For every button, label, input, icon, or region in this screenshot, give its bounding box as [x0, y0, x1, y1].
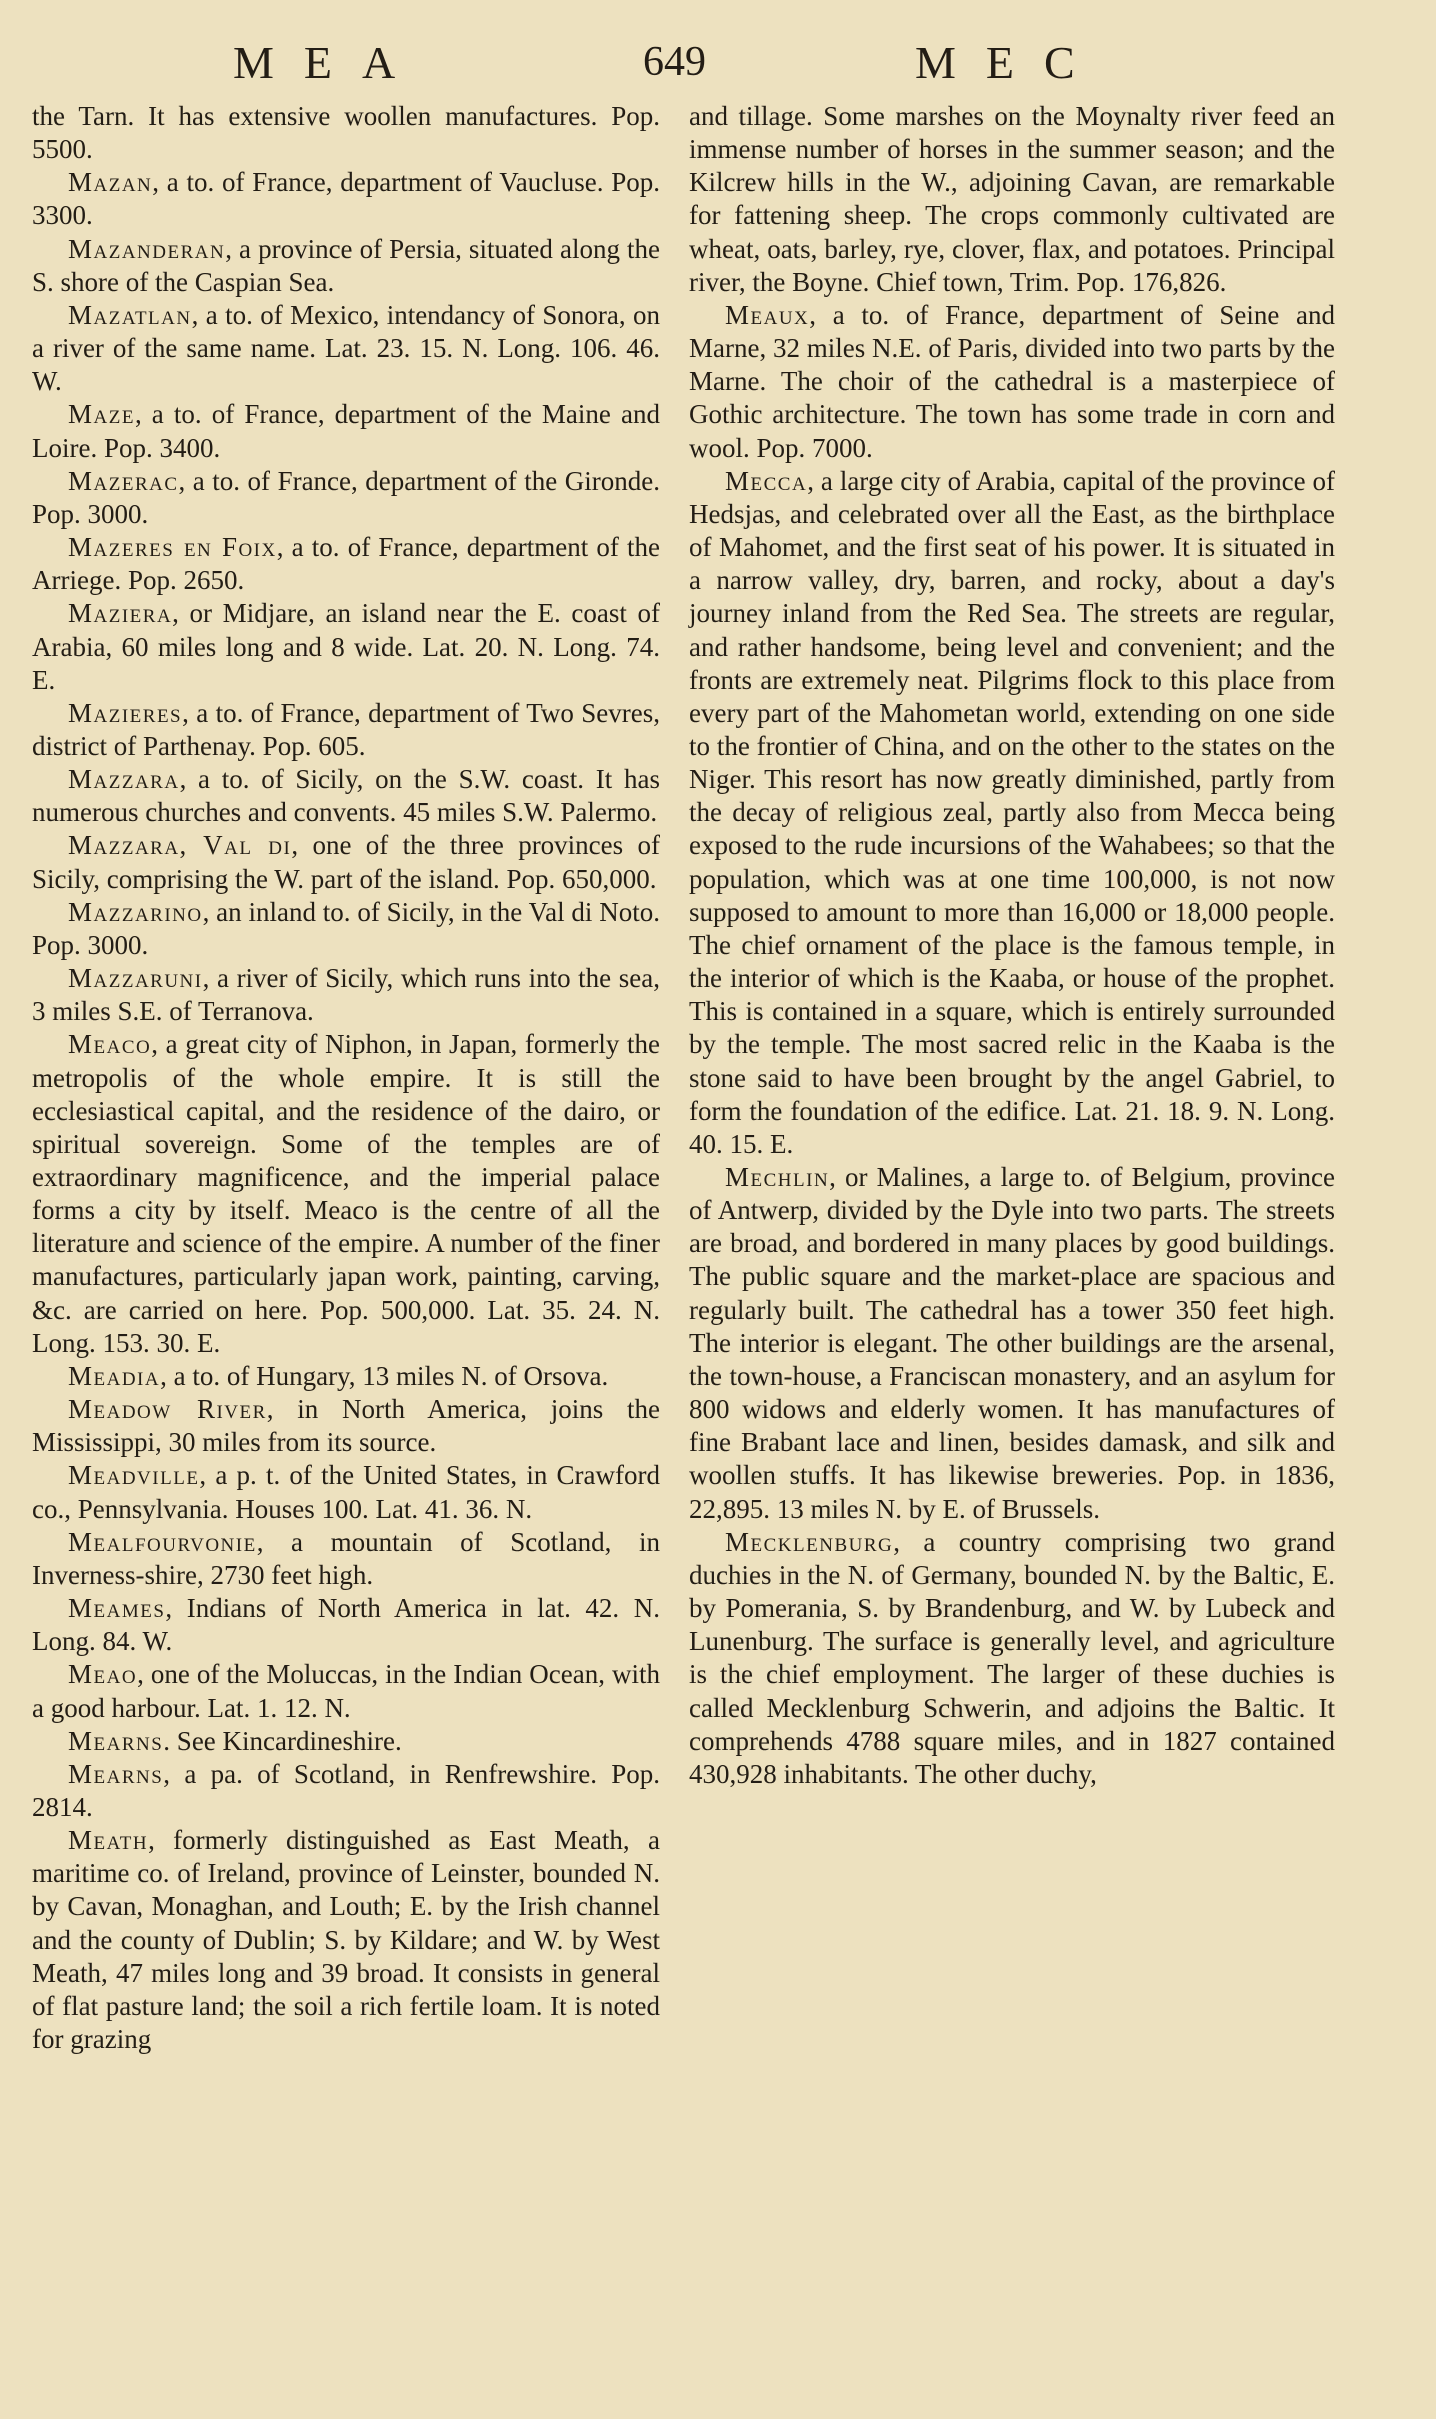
entry-headword: Mazerac [68, 465, 179, 496]
gazetteer-entry [32, 1459, 660, 1525]
entry-headword: Meaco [68, 1029, 152, 1060]
gazetteer-entry [32, 531, 660, 597]
gazetteer-entry [32, 166, 660, 232]
entry-headword: Meadville [68, 1460, 200, 1491]
entry-headword: Mecklenburg [725, 1526, 894, 1557]
entry-headword: Mearns [68, 1758, 164, 1789]
entry-text: , a to. of France, department of Vaucluse. Pop. 3300. [32, 167, 660, 231]
gazetteer-entry [32, 1526, 660, 1592]
entry-text: , or Midjare, an island near the E. coast of Arabia, 60 miles long and 8 wide. Lat. 20. N. Long. 74. E. [32, 598, 660, 695]
entry-text: , a p. t. of the United States, in Crawford co., Pennsylvania. Houses 100. Lat. 41. 36. N. [32, 1460, 660, 1524]
entry-text: , one of the three provinces of Sicily, comprising the W. part of the island. Pop. 650,000. [32, 830, 660, 894]
entry-text: , a to. of France, department of Two Sevres, district of Parthenay. Pop. 605. [32, 697, 660, 761]
gazetteer-entry [32, 1758, 660, 1824]
entry-headword: Mazzarino [68, 896, 203, 927]
header-left-guide-word: MEA [233, 37, 426, 88]
entry-text: , a to. of France, department of Seine and Marne, 32 miles N.E. of Paris, divided into two parts by the Marne. The choir of the cathedral is a masterpiece of Gothic architecture. The town has some trade in corn and wool. Pop. 7000. [689, 299, 1335, 463]
entry-text: , a mountain of Scotland, in Inverness-shire, 2730 feet high. [32, 1526, 660, 1590]
entry-headword: Mazzara [68, 764, 180, 795]
gazetteer-entry [32, 829, 660, 895]
entry-text: , one of the Moluccas, in the Indian Ocean, with a good harbour. Lat. 1. 12. N. [32, 1659, 660, 1723]
gazetteer-entry [32, 763, 660, 829]
entry-headword: Mealfourvonie [68, 1526, 257, 1557]
gazetteer-entry [689, 100, 1335, 299]
entry-text: , an inland to. of Sicily, in the Val di Noto. Pop. 3000. [32, 896, 660, 960]
entry-text: , a to. of Mexico, intendancy of Sonora, on a river of the same name. Lat. 23. 15. N. Long. 106. 46. W. [32, 299, 660, 397]
entry-headword: Meao [68, 1659, 138, 1690]
entry-text: , or Malines, a large to. of Belgium, province of Antwerp, divided by the Dyle into two parts. The streets are broad, and bordered in many places by good buildings. The public square and the market-place are spacious and regularly built. The cathedral has a tower 350 feet high. The interior is elegant. The other buildings are the arsenal, the town-house, a Franciscan monastery, and an asylum for 800 widows and elderly women. It has manufactures of fine Brabant lace and linen, besides damask, and silk and woollen stuffs. It has likewise breweries. Pop. in 1836, 22,895. 13 miles N. by E. of Brussels. [689, 1162, 1335, 1524]
entry-headword: Meath [68, 1825, 149, 1856]
left-column [32, 100, 660, 2056]
entry-headword: Meaux [725, 299, 810, 330]
gazetteer-entry [32, 299, 660, 398]
entry-text: , Indians of North America in lat. 42. N. Long. 84. W. [32, 1593, 660, 1657]
entry-headword: Meames [68, 1593, 166, 1624]
entry-text: , a to. of Sicily, on the S.W. coast. It has numerous churches and convents. 45 miles S.W. Palermo. [32, 764, 660, 828]
gazetteer-entry [689, 465, 1335, 1161]
gazetteer-entry [32, 1393, 660, 1459]
entry-headword: Maziera [68, 598, 173, 629]
gazetteer-entry [689, 1526, 1335, 1791]
gazetteer-entry [689, 1161, 1335, 1526]
entry-text: , a river of Sicily, which runs into the sea, 3 miles S.E. of Terranova. [32, 963, 660, 1027]
gazetteer-entry [32, 1028, 660, 1360]
entry-headword: Mazzaruni [68, 963, 203, 994]
gazetteer-entry [689, 299, 1335, 465]
entry-headword: Mazanderan [68, 233, 226, 264]
entry-text: , a great city of Niphon, in Japan, formerly the metropolis of the whole empire. It is still the ecclesiastical capital, and the residence of the dairo, or spiritual sovereign. Some of the temples are of extraordinary magnificence, and the imperial palace forms a city by itself. Meaco is the centre of all the literature and science of the empire. A number of the finer manufactures, particularly japan work, painting, carving, &c. are carried on here. Pop. 500,000. Lat. 35. 24. N. Long. 153. 30. E. [32, 1029, 660, 1358]
entry-headword: Mazan [68, 167, 153, 198]
gazetteer-entry [32, 896, 660, 962]
gazetteer-entry [32, 962, 660, 1028]
entry-text: , a to. of France, department of the Arriege. Pop. 2650. [32, 532, 660, 596]
gazetteer-entry [32, 697, 660, 763]
page-number: 649 [643, 39, 706, 85]
entry-text: , a country comprising two grand duchies in the N. of Germany, bounded N. by the Baltic, E. by Pomerania, S. by Brandenburg, and W. by Lubeck and Lunenburg. The surface is generally level, and agriculture is the chief employment. The larger of these duchies is called Mecklenburg Schwerin, and adjoins the Baltic. It comprehends 4788 square miles, and in 1827 contained 430,928 inhabitants. The other duchy, [689, 1526, 1335, 1789]
entry-text: the Tarn. It has extensive woollen manufactures. Pop. 5500. [32, 101, 660, 165]
header-right-guide-word: MEC [915, 37, 1105, 88]
entry-headword: Mechlin [725, 1162, 830, 1192]
gazetteer-entry [32, 1824, 660, 2056]
entry-text: , formerly distinguished as East Meath, a maritime co. of Ireland, province of Leinster, bounded N. by Cavan, Monaghan, and Louth; E. by the Irish channel and the county of Dublin; S. by Kildare; and W. by West Meath, 47 miles long and 39 broad. It consists in general of flat pasture land; the soil a rich fertile loam. It is noted for grazing [32, 1825, 660, 2055]
entry-headword: Mazatlan [68, 299, 192, 330]
entry-text: and tillage. Some marshes on the Moynalty river feed an immense number of horses in the summer season; and the Kilcrew hills in the W., adjoining Cavan, are remarkable for fattening sheep. The crops commonly cultivated are wheat, oats, barley, rye, clover, flax, and potatoes. Principal river, the Boyne. Chief town, Trim. Pop. 176,826. [689, 101, 1335, 297]
gazetteer-entry [32, 1725, 660, 1758]
gazetteer-entry [32, 233, 660, 299]
gazetteer-entry [32, 1592, 660, 1658]
entry-headword: Meadia [68, 1360, 161, 1391]
gazetteer-entry [32, 1658, 660, 1724]
gazetteer-entry [32, 398, 660, 464]
entry-headword: Meadow River [68, 1394, 267, 1425]
entry-headword: Mazeres en Foix [68, 532, 277, 563]
entry-text: , a to. of France, department of the Gironde. Pop. 3000. [32, 465, 660, 529]
gazetteer-entry [32, 1360, 660, 1393]
right-column [689, 100, 1335, 1791]
entry-headword: Maze [68, 399, 135, 430]
entry-text: , a pa. of Scotland, in Renfrewshire. Pop. 2814. [32, 1758, 660, 1822]
entry-headword: Mecca [725, 465, 808, 496]
entry-text: , a large city of Arabia, capital of the province of Hedsjas, and celebrated over all the East, as the birthplace of Mahomet, and the first seat of his power. It is situated in a narrow valley, dry, barren, and rocky, about a day's journey inland from the Red Sea. The streets are regular, and rather handsome, being level and convenient; and the fronts are extremely neat. Pilgrims flock to this place from every part of the Mahometan world, extending on one side to the frontier of China, and on the other to the states on the Niger. This resort has now greatly diminished, partly from the decay of religious zeal, partly also from Mecca being exposed to the rude incursions of the Wahabees; so that the population, which was at one time 100,000, is not now supposed to amount to more than 16,000 or 18,000 people. The chief ornament of the place is the famous temple, in the interior of which is the Kaaba, or house of the prophet. This is contained in a square, which is entirely surrounded by the temple. The most sacred relic in the Kaaba is the stone said to have been brought by the angel Gabriel, to form the foundation of the edifice. Lat. 21. 18. 9. N. Long. 40. 15. E. [689, 465, 1335, 1159]
gazetteer-entry [32, 100, 660, 166]
entry-text: , a to. of Hungary, 13 miles N. of Orsova. [160, 1360, 609, 1391]
gazetteer-entry [32, 465, 660, 531]
entry-headword: Mazieres [68, 697, 183, 728]
entry-text: , a to. of France, department of the Maine and Loire. Pop. 3400. [32, 399, 660, 463]
entry-headword: Mearns [68, 1725, 164, 1756]
entry-text: . See Kincardineshire. [163, 1725, 402, 1756]
entry-text: , a province of Persia, situated along the S. shore of the Caspian Sea. [32, 233, 660, 297]
entry-text: , in North America, joins the Mississippi, 30 miles from its source. [32, 1394, 660, 1458]
gazetteer-entry [32, 597, 660, 696]
entry-headword: Mazzara, Val di [68, 830, 292, 861]
running-header [0, 30, 1436, 100]
